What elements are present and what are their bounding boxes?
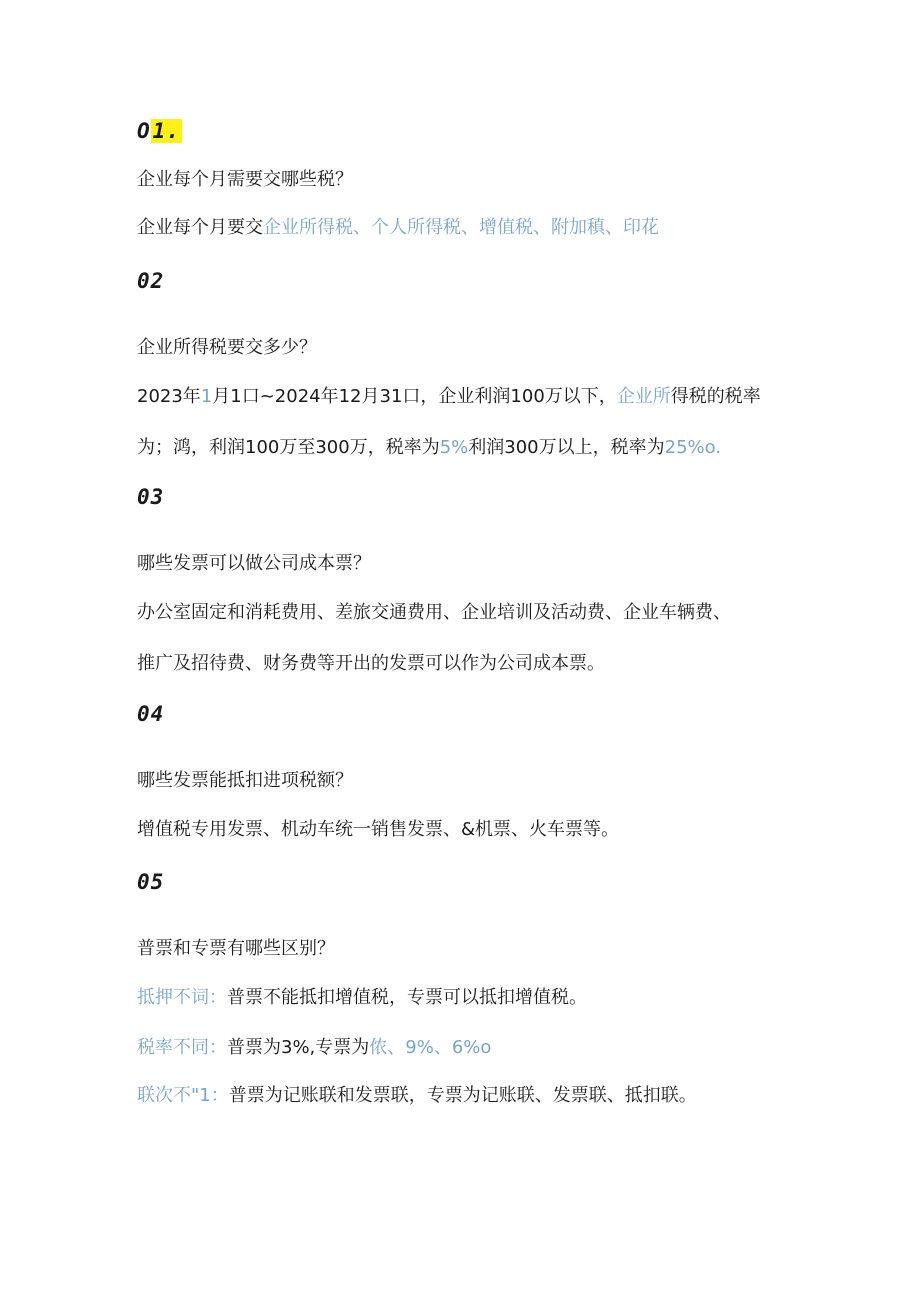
answer-03-line-1: 办公室固定和消耗费用、差旅交通费用、企业培训及活动费、企业车辆费、: [137, 602, 731, 623]
answer-02-l1-a: 2023年: [137, 386, 201, 407]
answer-01-line-1: [137, 214, 659, 242]
answer-02-l1-e: 企业所: [616, 386, 671, 407]
difference-deduction: [137, 984, 587, 1012]
question-02: 企业所得税要交多少？: [137, 337, 317, 358]
section-number-02: 02: [137, 269, 165, 293]
answer-02-l2-c: 利润300万以上，税率为: [468, 437, 665, 458]
section-number-03: 03: [137, 485, 165, 509]
difference-deduction-text: 普票不能抵扣增值税，专票可以抵扣增值税。: [227, 987, 587, 1008]
answer-02-line-1: [137, 383, 761, 411]
answer-01-tax-list: 企业所得税、个人所得税、增值税、附加稹、印花: [263, 217, 659, 238]
question-04: 哪些发票能抵扣进项税额？: [137, 770, 353, 791]
difference-deduction-label: 抵押不词：: [137, 987, 227, 1008]
section-number-05: 05: [137, 870, 165, 894]
difference-copies-text: 普票为记账联和发票联，专票为记账联、发票联、抵扣联。: [228, 1085, 697, 1106]
answer-03-line-2: 推广及招待费、财务费等开出的发票可以作为公司成本票。: [137, 653, 605, 674]
difference-tax-rate-label: 税率不同：: [137, 1037, 227, 1058]
answer-02-l2-d: 25%o.: [664, 437, 722, 458]
section-number-01-plain: O: [137, 119, 151, 143]
answer-04-line-1: 增值税专用发票、机动车统一销售发票、&机票、火车票等。: [137, 819, 620, 840]
difference-tax-rate: [137, 1034, 491, 1062]
answer-02-l2-a: 为；鸿，利润100万至300万，税率为: [137, 437, 440, 458]
section-number-04: 04: [137, 702, 165, 726]
answer-02-line-2: [137, 434, 721, 462]
answer-02-l1-c: 月1口: [212, 386, 260, 407]
answer-02-l1-d: ~2024年12月31口，企业利润100万以下，: [259, 386, 617, 407]
difference-tax-rate-values: 侬、9%、6%o: [369, 1037, 492, 1058]
question-01: 企业每个月需要交哪些税？: [137, 169, 353, 190]
answer-02-l1-b: 1: [200, 386, 213, 407]
answer-02-l2-b: 5%: [439, 437, 469, 458]
section-number-01-highlight: 1.: [152, 119, 180, 143]
difference-copies: [137, 1082, 697, 1110]
difference-copies-label: 联次不"1：: [137, 1085, 229, 1106]
difference-tax-rate-text: 普票为3%,专票为: [227, 1037, 370, 1058]
answer-01-prefix: 企业每个月要交: [137, 217, 263, 238]
section-number-01: [137, 117, 182, 145]
answer-02-l1-f: 得税的税率: [670, 386, 761, 407]
question-05: 普票和专票有哪些区别？: [137, 938, 335, 959]
question-03: 哪些发票可以做公司成本票？: [137, 553, 371, 574]
